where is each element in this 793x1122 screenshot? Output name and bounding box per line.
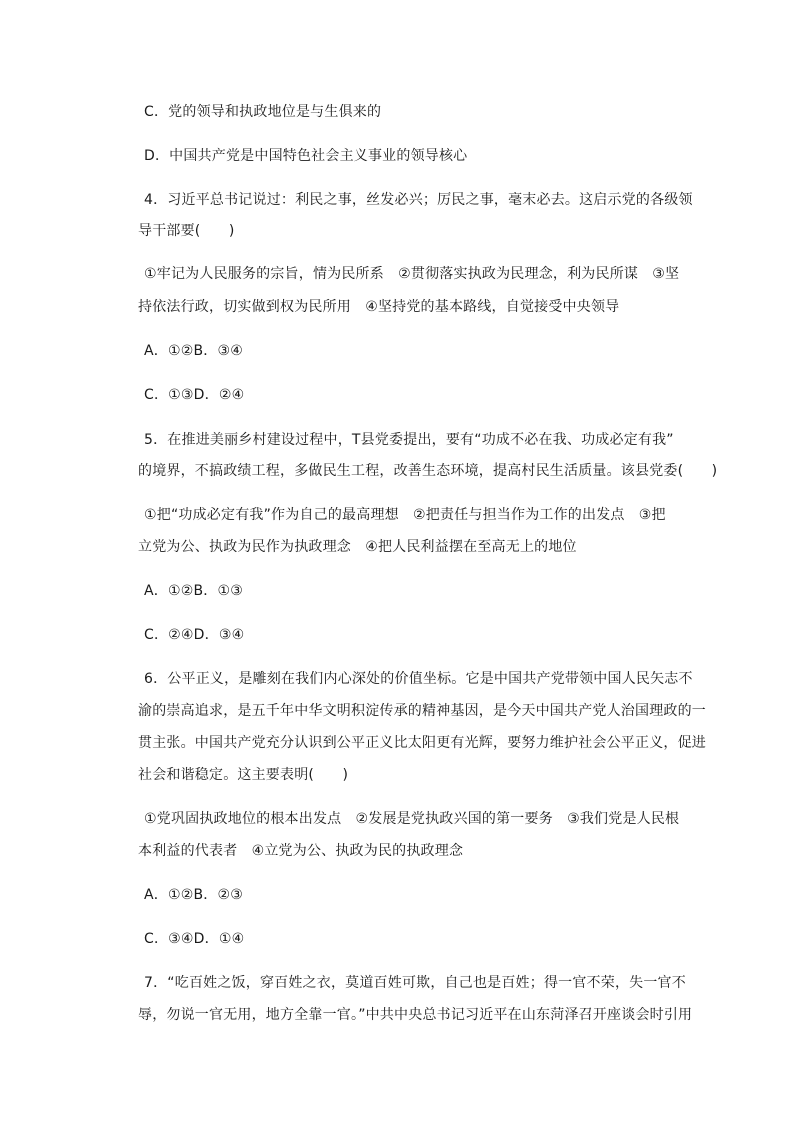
q4-stem-line1: 4．习近平总书记说过：利民之事，丝发必兴；厉民之事，毫末必去。这启示党的各级领 bbox=[144, 192, 693, 208]
q4-options-ab: A．①②B．③④ bbox=[144, 343, 243, 359]
q4-stem-line2: 导干部要( ) bbox=[138, 223, 235, 239]
q6-statements-line1: ①党巩固执政地位的根本出发点 ②发展是党执政兴国的第一要务 ③我们党是人民根 bbox=[144, 811, 680, 827]
q7-stem-line2: 辱，勿说一官无用，地方全靠一官。”中共中央总书记习近平在山东菏泽召开座谈会时引用 bbox=[138, 1007, 693, 1023]
q5-options-ab: A．①②B．①③ bbox=[144, 583, 243, 599]
q3-option-d: D．中国共产党是中国特色社会主义事业的领导核心 bbox=[144, 148, 468, 164]
q4-statements-line1: ①牢记为人民服务的宗旨，情为民所系 ②贯彻落实执政为民理念，利为民所谋 ③坚 bbox=[144, 266, 680, 282]
q5-stem-line1: 5．在推进美丽乡村建设过程中，T县党委提出，要有“功成不必在我、功成必定有我” bbox=[144, 432, 674, 448]
q6-options-cd: C．③④D．①④ bbox=[144, 931, 245, 947]
q5-statements-line2: 立党为公、执政为民作为执政理念 ④把人民利益摆在至高无上的地位 bbox=[138, 539, 577, 555]
q6-stem-line2: 渝的崇高追求，是五千年中华文明积淀传承的精神基因，是今天中国共产党人治国理政的一 bbox=[138, 703, 706, 719]
q5-stem-line2: 的境界，不搞政绩工程，多做民生工程，改善生态环境，提高村民生活质量。该县党委( ) bbox=[138, 463, 718, 479]
q6-stem-line4: 社会和谐稳定。这主要表明( ) bbox=[138, 767, 349, 783]
q5-options-cd: C．②④D．③④ bbox=[144, 627, 245, 643]
q6-options-ab: A．①②B．②③ bbox=[144, 887, 243, 903]
q4-options-cd: C．①③D．②④ bbox=[144, 387, 245, 403]
q3-option-c: C．党的领导和执政地位是与生俱来的 bbox=[144, 104, 382, 120]
q4-statements-line2: 持依法行政，切实做到权为民所用 ④坚持党的基本路线，自觉接受中央领导 bbox=[138, 299, 620, 315]
q5-statements-line1: ①把“功成必定有我”作为自己的最高理想 ②把责任与担当作为工作的出发点 ③把 bbox=[144, 507, 666, 523]
q6-stem-line3: 贯主张。中国共产党充分认识到公平正义比太阳更有光辉，要努力维护社会公平正义，促进 bbox=[138, 735, 706, 751]
q7-stem-line1: 7．“吃百姓之饭，穿百姓之衣，莫道百姓可欺，自己也是百姓；得一官不荣，失一官不 bbox=[144, 975, 686, 991]
q6-stem-line1: 6．公平正义，是雕刻在我们内心深处的价值坐标。它是中国共产党带领中国人民矢志不 bbox=[144, 671, 693, 687]
q6-statements-line2: 本利益的代表者 ④立党为公、执政为民的执政理念 bbox=[138, 843, 464, 859]
